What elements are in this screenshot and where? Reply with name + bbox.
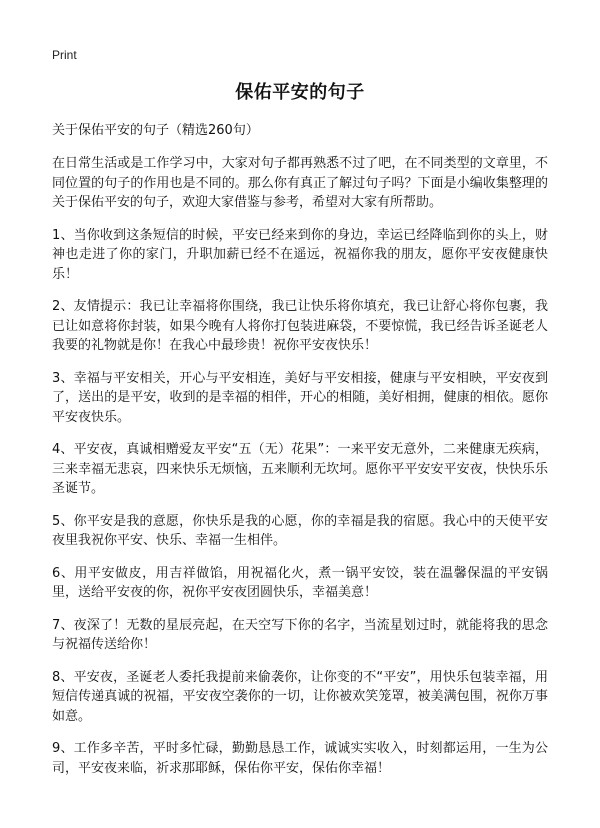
list-item: 1、当你收到这条短信的时候，平安已经来到你的身边，幸运已经降临到你的头上，财神也走进了你的家门，升职加薪已经不在遥远，祝福你我的朋友，愿你平安夜健康快乐！ [52,227,548,282]
list-item: 6、用平安做皮，用吉祥做馅，用祝福化火，煮一锅平安饺，装在温馨保温的平安锅里，送给平安夜的你，祝你平安夜团圆快乐，幸福美意！ [52,565,548,600]
list-item: 7、夜深了！无数的星辰亮起，在天空写下你的名字，当流星划过时，就能将我的思念与祝福传送给你！ [52,617,548,652]
list-item: 5、你平安是我的意愿，你快乐是我的心愿，你的幸福是我的宿愿。我心中的天使平安夜里我祝你平安、快乐、幸福一生相伴。 [52,513,548,548]
subtitle: 关于保佑平安的句子（精选260句） [52,123,259,138]
list-item: 9、工作多辛苦，平时多忙碌，勤勤恳恳工作，诚诚实实收入，时刻都运用，一生为公司，平安夜来临，祈求那耶稣，保佑你平安，保佑你幸福！ [52,741,548,776]
print-link[interactable]: Print [52,48,77,62]
list-item: 8、平安夜，圣诞老人委托我提前来偷袭你，让你变的不“平安”，用快乐包装幸福，用短信传递真诚的祝福，平安夜空袭你的一切，让你被欢笑笼罩，被美满包围，祝你万事如意。 [52,669,548,724]
list-item: 3、幸福与平安相关，开心与平安相连，美好与平安相接，健康与平安相映，平安夜到了，送出的是平安，收到的是幸福的相伴，开心的相随，美好相拥，健康的相依。愿你平安夜快乐。 [52,370,548,425]
list-item: 4、平安夜，真诚相赠爱友平安“五（无）花果”：一来平安无意外，二来健康无疾病，三来幸福无悲哀，四来快乐无烦恼，五来顺利无坎坷。愿你平平安安平安夜，快快乐乐圣诞节。 [52,442,548,496]
page-title: 保佑平安的句子 [235,82,365,103]
list-item: 2、友情提示：我已让幸福将你围绕，我已让快乐将你填充，我已让舒心将你包裹，我已让如意将你封装，如果今晚有人将你打包装进麻袋，不要惊慌，我已经告诉圣诞老人我要的礼物就是你！在我心中最珍贵！祝你平安夜快乐！ [52,299,548,353]
intro-paragraph: 在日常生活或是工作学习中，大家对句子都再熟悉不过了吧，在不同类型的文章里，不同位置的句子的作用也是不同的。那么你有真正了解过句子吗？下面是小编收集整理的关于保佑平安的句子，欢迎大家借鉴与参考，希望对大家有所帮助。 [52,156,548,210]
